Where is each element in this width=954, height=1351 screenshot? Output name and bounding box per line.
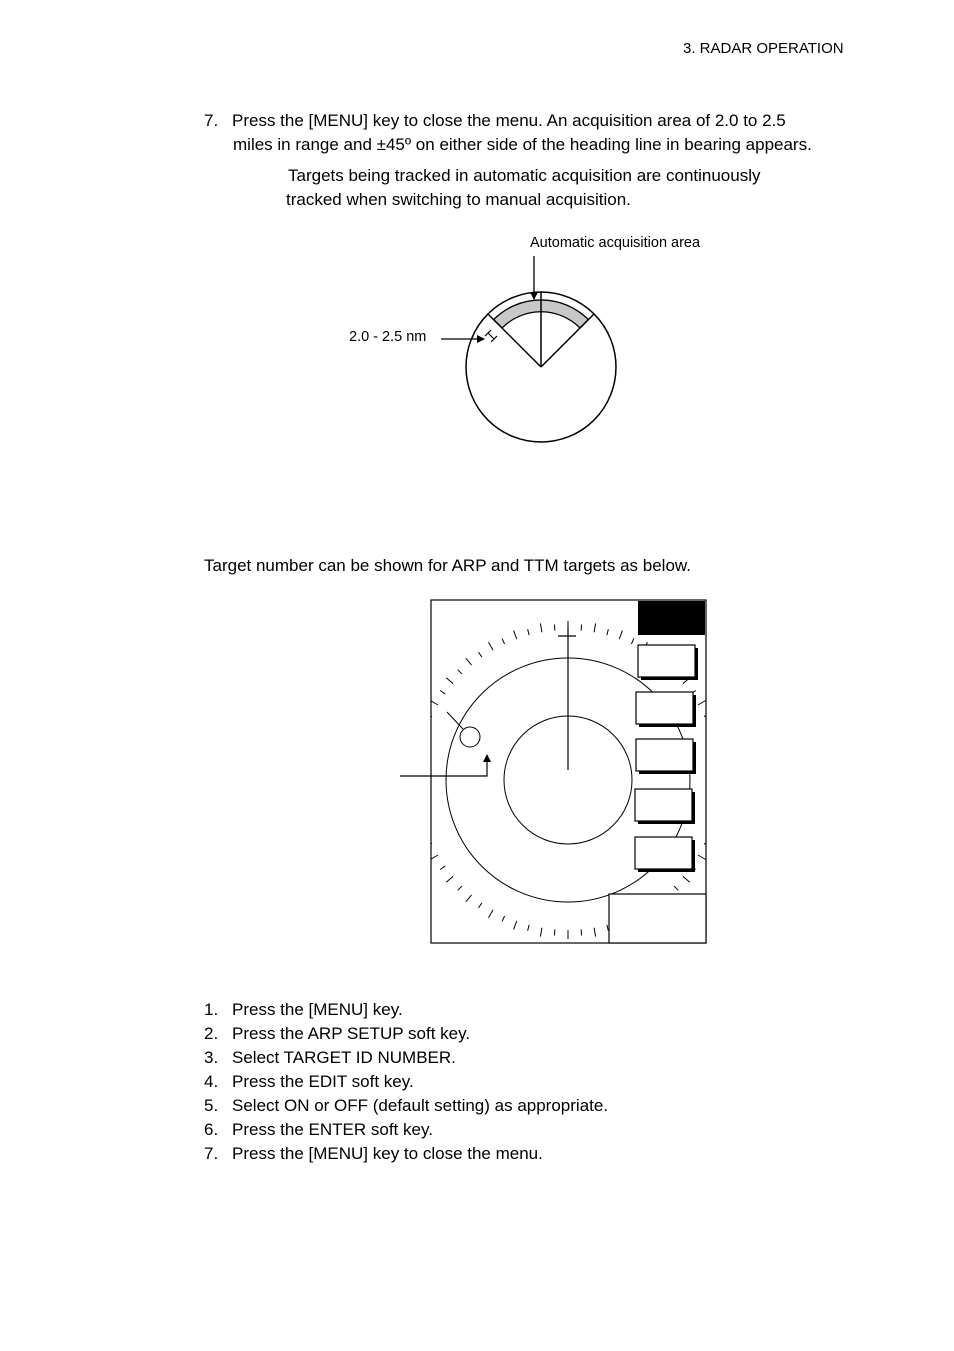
display-title-block [638,601,705,635]
bearing-tick [717,793,723,794]
soft-key-4[interactable] [635,789,692,821]
bearing-tick [709,831,717,834]
bearing-tick [717,766,723,767]
step-item: 7. Press the [MENU] key to close the menu. [204,1144,543,1163]
bearing-tick [413,793,419,794]
step-7-number: 7. [204,111,219,130]
step-item: 2. Press the ARP SETUP soft key. [204,1024,471,1043]
step-7-line-1: Press the [MENU] key to close the menu. An acquisition area of 2.0 to 2.5 [232,111,786,130]
bearing-tick [411,806,420,808]
range-label: 2.0 - 2.5 nm [349,329,427,345]
acquisition-area-label: Automatic acquisition area [530,235,701,251]
bearing-tick [709,726,717,729]
step-7-line-2: miles in range and ±45º on either side of the heading line in bearing appears. [233,135,812,154]
bearing-tick [713,740,719,742]
bearing-tick [554,625,555,631]
steps-list [204,998,608,1166]
target-number-intro: Target number can be shown for ARP and TTM targets as below. [204,556,691,575]
step-item: 6. Press the ENTER soft key. [204,1120,433,1139]
bearing-tick [417,740,423,742]
step-item: 3. Select TARGET ID NUMBER. [204,1048,456,1067]
bearing-tick [581,929,582,935]
soft-key-5[interactable] [635,837,692,869]
bearing-tick [419,831,427,834]
soft-keys [635,645,698,872]
step-item: 5. Select ON or OFF (default setting) as appropriate. [204,1096,609,1115]
bearing-tick [413,766,419,767]
step-item: 1. Press the [MENU] key. [204,1000,403,1019]
info-box [609,894,706,943]
bearing-tick [581,625,582,631]
bearing-tick [716,806,725,808]
bearing-tick [713,819,719,821]
bearing-tick [411,752,420,754]
bearing-tick [417,819,423,821]
soft-key-3[interactable] [636,739,693,771]
bearing-tick [716,752,725,754]
step-item: 4. Press the EDIT soft key. [204,1072,414,1091]
soft-key-1[interactable] [638,645,695,677]
note-line-2: tracked when switching to manual acquisition. [286,190,631,209]
note-line-1: Targets being tracked in automatic acquisition are continuously [288,166,761,185]
page-header: 3. RADAR OPERATION [683,40,844,57]
bearing-tick [419,726,427,729]
bearing-tick [554,929,555,935]
soft-key-2[interactable] [636,692,693,724]
